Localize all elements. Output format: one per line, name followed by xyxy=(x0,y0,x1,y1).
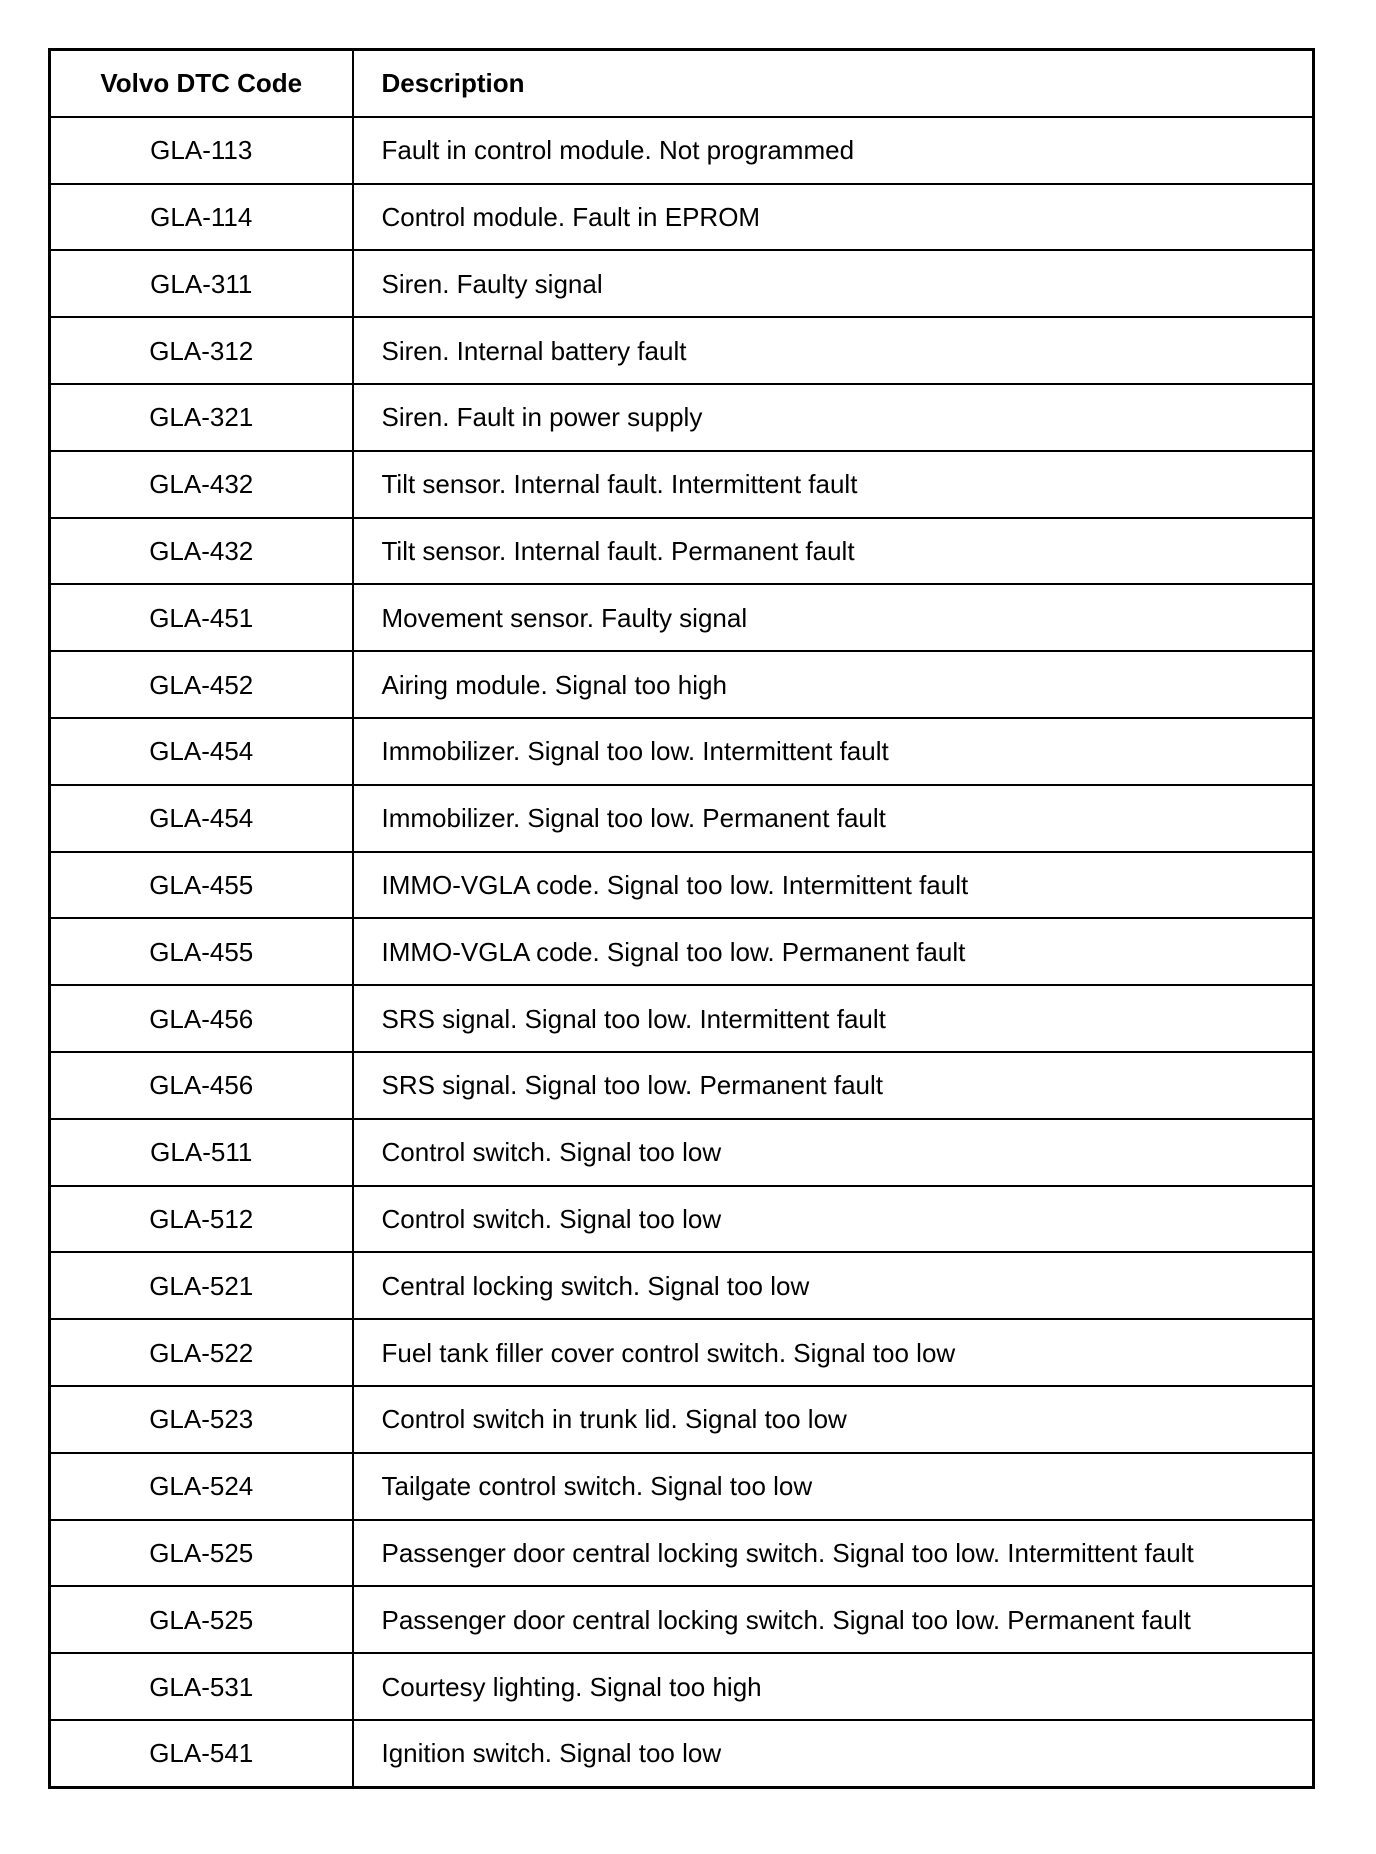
dtc-code-cell: GLA-524 xyxy=(50,1453,353,1520)
dtc-description-cell: Tilt sensor. Internal fault. Permanent fault xyxy=(353,518,1314,585)
dtc-description-cell: Passenger door central locking switch. Signal too low. Intermittent fault xyxy=(353,1520,1314,1587)
dtc-code-cell: GLA-454 xyxy=(50,718,353,785)
table-row xyxy=(50,852,1314,919)
table-row xyxy=(50,184,1314,251)
dtc-description-cell: IMMO-VGLA code. Signal too low. Intermittent fault xyxy=(353,852,1314,919)
table-row xyxy=(50,918,1314,985)
dtc-code-cell: GLA-432 xyxy=(50,451,353,518)
table-header xyxy=(50,50,1314,117)
dtc-description-cell: Central locking switch. Signal too low xyxy=(353,1252,1314,1319)
dtc-description-cell: Fault in control module. Not programmed xyxy=(353,117,1314,184)
dtc-description-cell: Immobilizer. Signal too low. Permanent fault xyxy=(353,785,1314,852)
dtc-code-table xyxy=(48,48,1315,1789)
dtc-description-cell: Control switch in trunk lid. Signal too low xyxy=(353,1386,1314,1453)
dtc-code-cell: GLA-523 xyxy=(50,1386,353,1453)
dtc-code-cell: GLA-522 xyxy=(50,1319,353,1386)
table-row xyxy=(50,1586,1314,1653)
dtc-description-cell: Siren. Faulty signal xyxy=(353,250,1314,317)
table-row xyxy=(50,1720,1314,1787)
dtc-code-cell: GLA-454 xyxy=(50,785,353,852)
dtc-description-cell: Passenger door central locking switch. Signal too low. Permanent fault xyxy=(353,1586,1314,1653)
table-body xyxy=(50,117,1314,1787)
dtc-code-cell: GLA-525 xyxy=(50,1520,353,1587)
dtc-code-cell: GLA-531 xyxy=(50,1653,353,1720)
header-description: Description xyxy=(353,50,1314,117)
dtc-code-cell: GLA-512 xyxy=(50,1186,353,1253)
dtc-code-cell: GLA-455 xyxy=(50,918,353,985)
table-row xyxy=(50,1386,1314,1453)
dtc-code-cell: GLA-511 xyxy=(50,1119,353,1186)
dtc-description-cell: IMMO-VGLA code. Signal too low. Permanent fault xyxy=(353,918,1314,985)
dtc-description-cell: Courtesy lighting. Signal too high xyxy=(353,1653,1314,1720)
table-row xyxy=(50,1252,1314,1319)
dtc-description-cell: Movement sensor. Faulty signal xyxy=(353,584,1314,651)
dtc-code-cell: GLA-452 xyxy=(50,651,353,718)
dtc-code-cell: GLA-113 xyxy=(50,117,353,184)
dtc-description-cell: Control switch. Signal too low xyxy=(353,1119,1314,1186)
dtc-description-cell: Tailgate control switch. Signal too low xyxy=(353,1453,1314,1520)
header-code: Volvo DTC Code xyxy=(50,50,353,117)
dtc-code-cell: GLA-521 xyxy=(50,1252,353,1319)
dtc-description-cell: Tilt sensor. Internal fault. Intermittent fault xyxy=(353,451,1314,518)
table-row xyxy=(50,1453,1314,1520)
table-row xyxy=(50,1186,1314,1253)
dtc-code-cell: GLA-541 xyxy=(50,1720,353,1787)
dtc-description-cell: Siren. Internal battery fault xyxy=(353,317,1314,384)
table-row xyxy=(50,1119,1314,1186)
dtc-code-cell: GLA-451 xyxy=(50,584,353,651)
table-row xyxy=(50,785,1314,852)
table-row xyxy=(50,584,1314,651)
dtc-description-cell: Siren. Fault in power supply xyxy=(353,384,1314,451)
table-row xyxy=(50,317,1314,384)
dtc-description-cell: Airing module. Signal too high xyxy=(353,651,1314,718)
header-row xyxy=(50,50,1314,117)
table-row xyxy=(50,250,1314,317)
table-row xyxy=(50,985,1314,1052)
dtc-code-cell: GLA-525 xyxy=(50,1586,353,1653)
table-row xyxy=(50,1653,1314,1720)
dtc-description-cell: Control module. Fault in EPROM xyxy=(353,184,1314,251)
dtc-code-cell: GLA-321 xyxy=(50,384,353,451)
dtc-code-cell: GLA-114 xyxy=(50,184,353,251)
dtc-code-cell: GLA-456 xyxy=(50,1052,353,1119)
table-row xyxy=(50,1520,1314,1587)
dtc-description-cell: Immobilizer. Signal too low. Intermittent fault xyxy=(353,718,1314,785)
dtc-description-cell: Ignition switch. Signal too low xyxy=(353,1720,1314,1787)
table-row xyxy=(50,651,1314,718)
table-row xyxy=(50,384,1314,451)
table-row xyxy=(50,451,1314,518)
dtc-code-cell: GLA-311 xyxy=(50,250,353,317)
dtc-description-cell: Control switch. Signal too low xyxy=(353,1186,1314,1253)
dtc-code-cell: GLA-455 xyxy=(50,852,353,919)
dtc-code-cell: GLA-312 xyxy=(50,317,353,384)
dtc-description-cell: Fuel tank filler cover control switch. Signal too low xyxy=(353,1319,1314,1386)
table-row xyxy=(50,1319,1314,1386)
dtc-description-cell: SRS signal. Signal too low. Intermittent fault xyxy=(353,985,1314,1052)
table-row xyxy=(50,1052,1314,1119)
dtc-description-cell: SRS signal. Signal too low. Permanent fault xyxy=(353,1052,1314,1119)
dtc-code-cell: GLA-432 xyxy=(50,518,353,585)
dtc-code-cell: GLA-456 xyxy=(50,985,353,1052)
table-row xyxy=(50,718,1314,785)
table-row xyxy=(50,518,1314,585)
table-row xyxy=(50,117,1314,184)
